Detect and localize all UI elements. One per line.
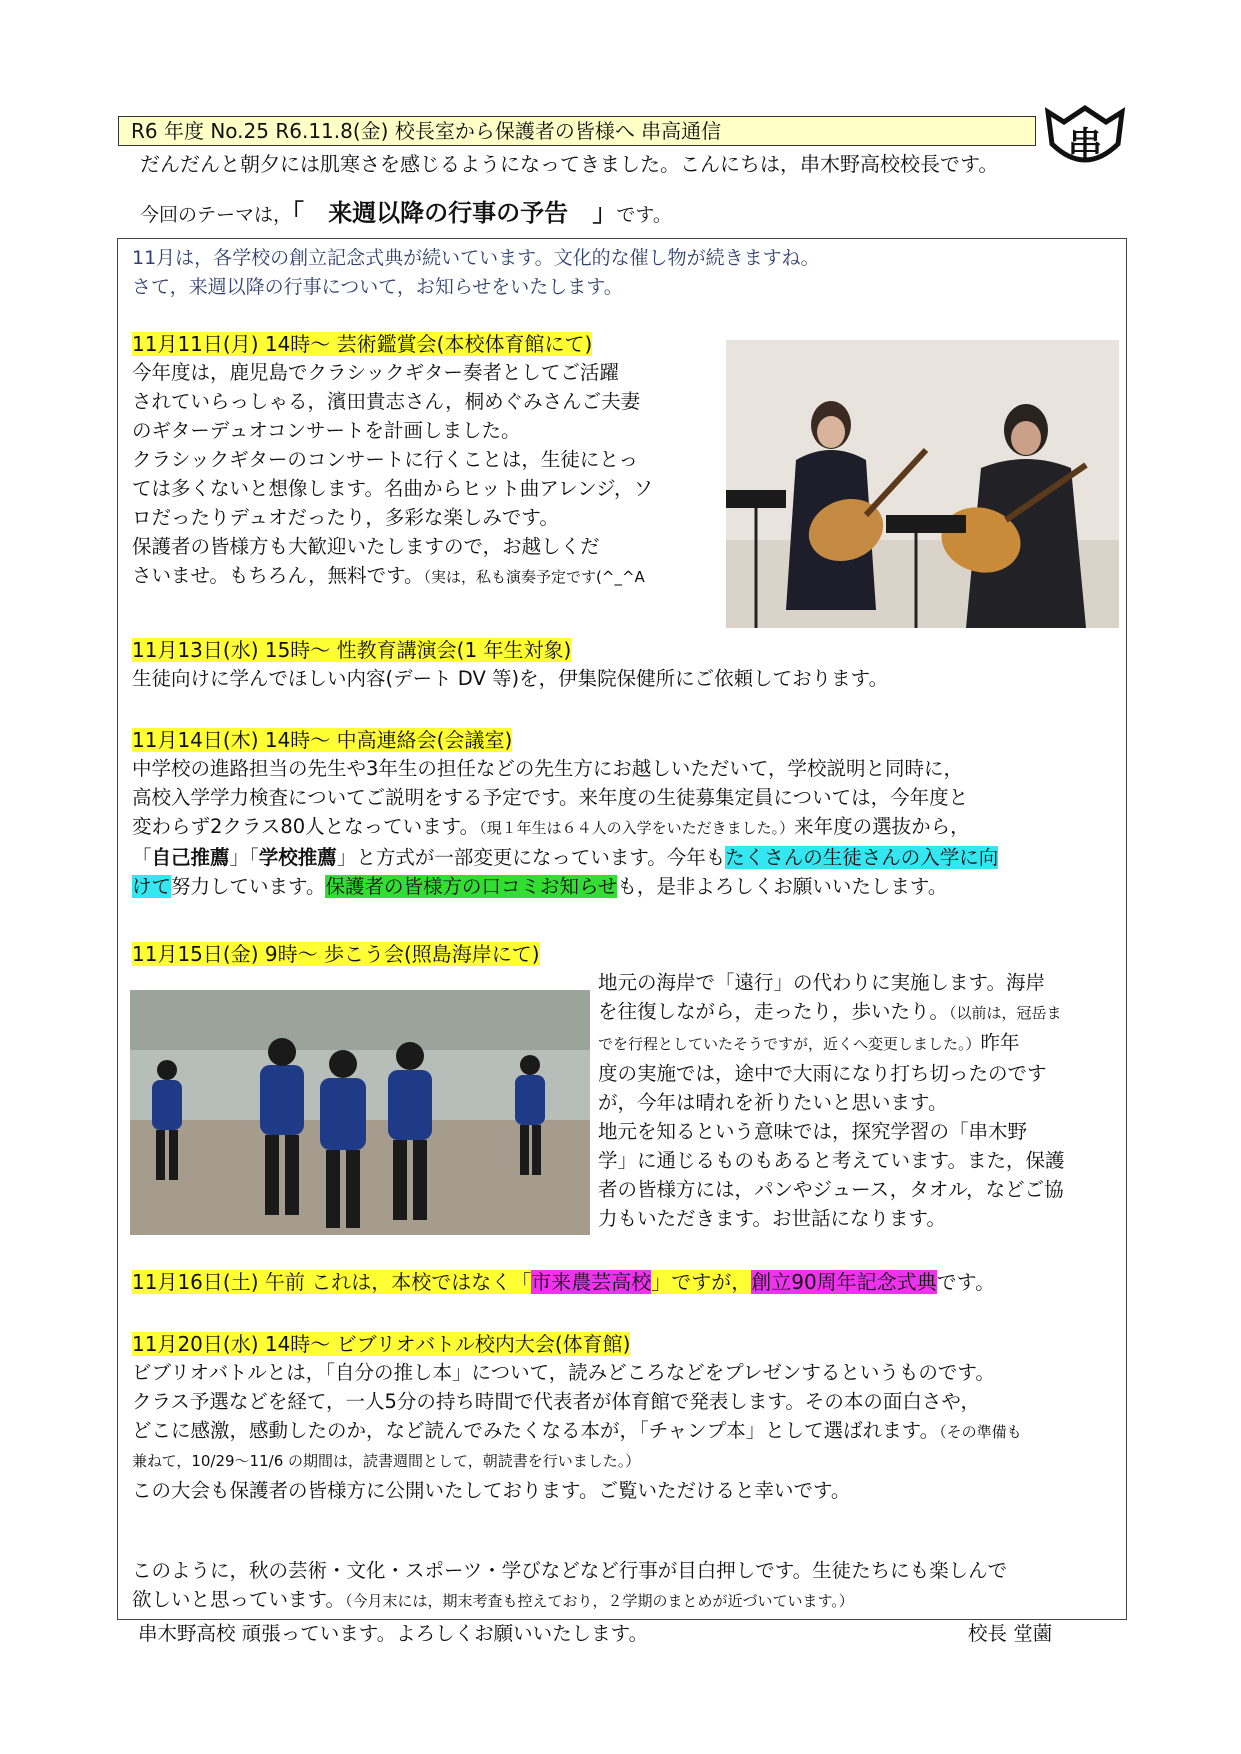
event-3-line-4: 「自己推薦」「学校推薦」と方式が一部変更になっています。今年もたくさんの生徒さんの入学に向	[132, 846, 999, 869]
beach-walk-photo	[130, 990, 590, 1235]
event-6-line-5: この大会も保護者の皆様方に公開いたしております。ご覧いただけると幸いです。	[132, 1479, 851, 1502]
event-4-line-3: でを行程としていたそうですが，近くへ変更しました。）昨年	[598, 1031, 1020, 1054]
event-5-title: 11月16日(土) 午前 これは，本校ではなく「市来農芸高校」ですが，創立90周年記念式典です。	[132, 1270, 996, 1294]
theme-prefix: 今回のテーマは，	[140, 204, 293, 226]
event-6-line-2: クラス予選などを経て，一人5分の持ち時間で代表者が体育館で発表します。その本の面白さや，	[132, 1390, 980, 1413]
theme-close-bracket: 」	[592, 199, 617, 227]
event-6-title: 11月20日(水) 14時～ ビブリオバトル校内大会(体育館)	[132, 1332, 631, 1356]
event-3-line-2: 高校入学学力検査についてご説明をする予定です。来年度の生徒募集定員については，今年度と	[132, 786, 969, 809]
event-6-line-3: どこに感激，感動したのか，など読んでみたくなる本が，「チャンプ本」として選ばれます。（その準備も	[132, 1419, 1022, 1442]
event-4-body	[598, 968, 1064, 1233]
theme-suffix: です。	[616, 204, 672, 226]
greeting-text: だんだんと朝夕には肌寒さを感じるようになってきました。こんにちは，串木野高校校長です。	[140, 152, 999, 176]
event-1-line-4: クラシックギターのコンサートに行くことは，生徒にとっ	[132, 448, 639, 471]
event-3-title: 11月14日(木) 14時～ 中高連絡会(会議室)	[132, 728, 513, 752]
guitar-duo-photo	[726, 340, 1119, 628]
event-3-line-5: けて努力しています。保護者の皆様方の口コミお知らせも，是非よろしくお願いいたします。	[132, 875, 948, 898]
intro-line-1: 11月は，各学校の創立記念式典が続いています。文化的な催し物が続きますね。	[132, 247, 820, 269]
event-6-line-4: 兼ねて，10/29～11/6 の期間は，読書週間として，朝読書を行いました。）	[132, 1452, 641, 1470]
event-2-title: 11月13日(水) 15時～ 性教育講演会(1 年生対象)	[132, 638, 572, 662]
svg-text:串: 串	[1068, 125, 1102, 165]
event-1-line-6: ロだったりデュオだったり，多彩な楽しみです。	[132, 506, 559, 529]
theme-line	[140, 196, 672, 232]
newsletter-title: R6 年度 No.25 R6.11.8(金) 校長室から保護者の皆様へ 串高通信	[131, 119, 722, 143]
event-4-line-1: 地元の海岸で「遠行」の代わりに実施します。海岸	[598, 971, 1045, 994]
event-6-line-1: ビブリオバトルとは，「自分の推し本」について，読みどころなどをプレゼンするというものです。	[132, 1361, 995, 1384]
event-1-line-2: されていらっしゃる，濱田貴志さん，桐めぐみさんご夫妻	[132, 390, 641, 413]
event-1-body	[132, 358, 653, 592]
event-3-line-3: 変わらず2クラス80人となっています。（現１年生は６４人の入学をいただきました。）来年度の選抜から，	[132, 815, 970, 838]
school-logo	[1040, 104, 1130, 176]
event-1-line-3: のギターデュオコンサートを計画しました。	[132, 419, 521, 442]
closing-block	[132, 1556, 1007, 1616]
event-4-line-6: 地元を知るという意味では，探究学習の「串木野	[598, 1120, 1028, 1143]
event-4-title: 11月15日(金) 9時～ 歩こう会(照島海岸にて)	[132, 942, 540, 966]
closing-line-1: このように，秋の芸術・文化・スポーツ・学びなどなど行事が目白押しです。生徒たちにも楽しんで	[132, 1559, 1008, 1582]
event-1-title: 11月11日(月) 14時～ 芸術鑑賞会(本校体育館にて)	[132, 332, 593, 356]
event-3-line-1: 中学校の進路担当の先生や3年生の担任などの先生方にお越しいただいて，学校説明と同時に，	[132, 757, 964, 780]
event-6-body	[132, 1358, 1022, 1505]
event-3-body	[132, 754, 998, 901]
theme-title: 来週以降の行事の予告	[328, 199, 569, 227]
event-4-line-7: 学」に通じるものもあると考えています。また，保護	[598, 1149, 1065, 1172]
event-2-body: 生徒向けに学んでほしい内容(デート DV 等)を，伊集院保健所にご依頼しております。	[132, 667, 889, 690]
theme-open-bracket: 「	[292, 199, 305, 227]
intro-line-2: さて，来週以降の行事について，お知らせをいたします。	[132, 276, 623, 298]
event-4-line-9: 力もいただきます。お世話になります。	[598, 1207, 946, 1230]
event-4-line-5: が，今年は晴れを祈りたいと思います。	[598, 1091, 948, 1114]
event-1-line-5: ては多くないと想像します。名曲からヒット曲アレンジ，ソ	[132, 477, 654, 500]
newsletter-header-bar	[118, 116, 1036, 146]
event-4-line-8: 者の皆様方には，パンやジュース，タオル，などご協	[598, 1178, 1064, 1201]
intro-block	[132, 244, 820, 302]
closing-line-2: 欲しいと思っています。（今月末には，期末考査も控えており，２学期のまとめが近づいています。）	[132, 1588, 854, 1611]
event-4-line-2: を往復しながら，走ったり，歩いたり。（以前は，冠岳ま	[598, 1000, 1062, 1023]
footer-text: 串木野高校 頑張っています。よろしくお願いいたします。	[138, 1622, 649, 1645]
event-1-line-8: さいませ。もちろん，無料です。（実は，私も演奏予定です(^_^A	[132, 564, 645, 587]
event-4-line-4: 度の実施では，途中で大雨になり打ち切ったのです	[598, 1062, 1047, 1085]
principal-signature: 校長 堂薗	[968, 1622, 1053, 1645]
event-1-line-7: 保護者の皆様方も大歓迎いたしますので，お越しくだ	[132, 535, 600, 558]
event-1-line-1: 今年度は，鹿児島でクラシックギター奏者としてご活躍	[132, 361, 619, 384]
